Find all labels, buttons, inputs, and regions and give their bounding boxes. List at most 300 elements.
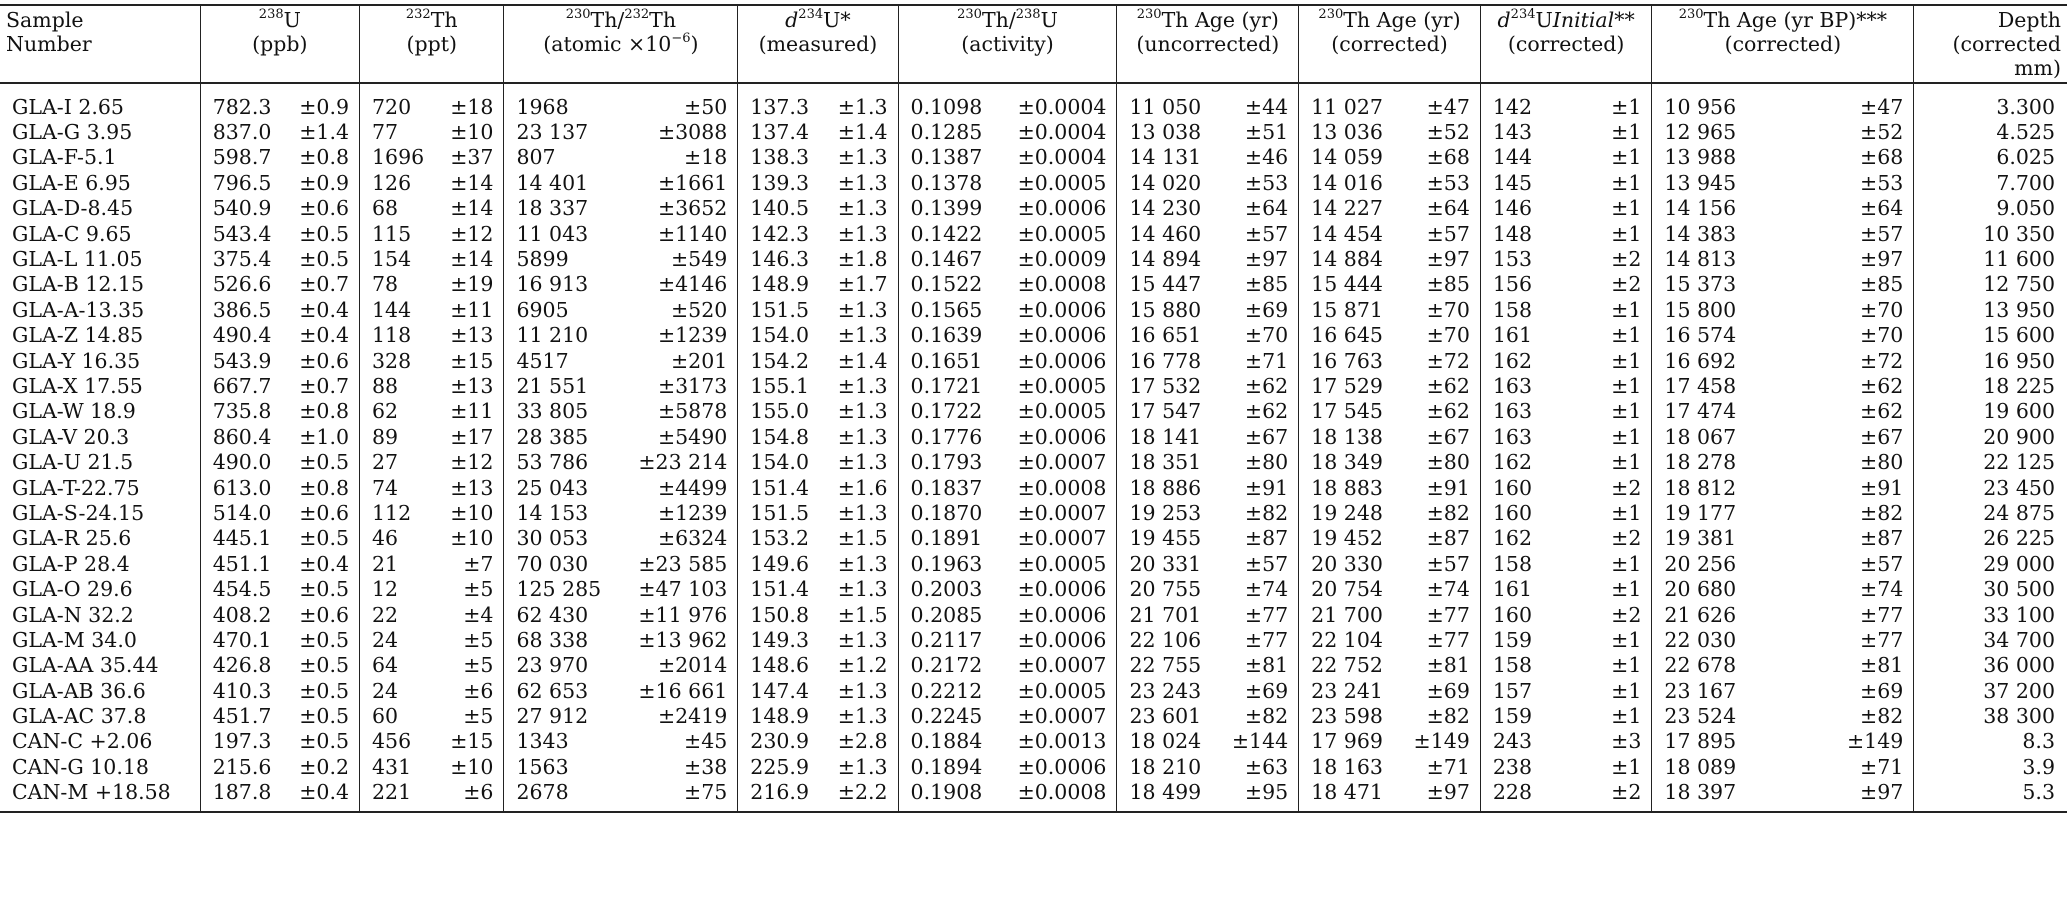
cell-age-corr-err: ±71 [1426, 754, 1470, 779]
cell-sample: GLA-U 21.5 [12, 450, 134, 475]
cell-th232: 62 [360, 399, 438, 424]
cell-age-corr-err: ±77 [1426, 602, 1470, 627]
cell-age-bp-err: ±68 [1860, 145, 1904, 170]
cell-age-corr: 21 700 [1299, 602, 1400, 627]
cell-age-bp: 10 956 [1652, 83, 1753, 119]
cell-th232: 1696 [360, 145, 438, 170]
cell-u238-err: ±0.8 [299, 475, 350, 500]
cell-d234u-initial: 162 [1480, 526, 1570, 551]
cell-sample: GLA-Y 16.35 [12, 348, 141, 373]
cell-d234u: 139.3 [738, 170, 825, 195]
header-u238-unit: (ppb) [200, 32, 359, 83]
cell-d234u-initial-err: ±1 [1611, 348, 1642, 373]
cell-u238: 470.1 [200, 627, 286, 652]
cell-d234u-initial: 145 [1480, 170, 1570, 195]
cell-age-bp-err: ±82 [1860, 500, 1904, 525]
cell-th230-th232-err: ±1661 [657, 170, 728, 195]
cell-d234u-err: ±1.3 [837, 577, 888, 602]
cell-th230-th232: 70 030 [504, 551, 620, 576]
table-row [0, 83, 2067, 119]
cell-th230-th232: 30 053 [504, 526, 620, 551]
cell-d234u: 146.3 [738, 246, 825, 271]
cell-u238-err: ±0.5 [299, 221, 350, 246]
cell-age-corr: 22 104 [1299, 627, 1400, 652]
header-th232: $^{232}$Th [360, 5, 504, 32]
cell-age-corr: 23 241 [1299, 678, 1400, 703]
table-row [0, 170, 2067, 195]
cell-th230-u238-err: ±0.0006 [1017, 323, 1107, 348]
cell-depth: 19 600 [1914, 399, 2067, 424]
cell-age-corr-err: ±82 [1426, 500, 1470, 525]
cell-d234u-initial-err: ±1 [1611, 145, 1642, 170]
table-row [0, 196, 2067, 221]
cell-th230-u238: 0.1721 [898, 373, 999, 398]
cell-age-corr-err: ±52 [1426, 120, 1470, 145]
cell-age-uncorr-err: ±67 [1244, 424, 1289, 449]
cell-d234u-initial-err: ±1 [1611, 551, 1642, 576]
cell-th230-u238: 0.1285 [898, 119, 999, 144]
cell-u238: 782.3 [200, 83, 286, 119]
cell-th230-th232: 23 970 [504, 653, 620, 678]
table-row [0, 399, 2067, 424]
cell-age-corr: 15 871 [1299, 297, 1400, 322]
cell-th230-th232-err: ±3652 [657, 196, 728, 221]
cell-th230-th232-err: ±1239 [657, 323, 728, 348]
cell-d234u-err: ±1.3 [837, 170, 888, 195]
cell-th232-err: ±15 [450, 729, 494, 754]
cell-th232: 328 [360, 348, 438, 373]
cell-th230-th232-err: ±4499 [657, 475, 728, 500]
cell-th230-u238-err: ±0.0005 [1017, 551, 1107, 576]
cell-age-bp: 13 945 [1652, 170, 1753, 195]
header-depth: Depth [1914, 5, 2067, 32]
cell-th230-u238: 0.1422 [898, 221, 999, 246]
cell-d234u-err: ±1.3 [837, 94, 888, 119]
cell-u238: 408.2 [200, 602, 286, 627]
cell-th230-th232: 53 786 [504, 449, 620, 474]
cell-u238-err: ±0.7 [299, 373, 350, 398]
cell-age-bp-err: ±81 [1860, 653, 1904, 678]
cell-age-bp: 17 458 [1652, 373, 1753, 398]
cell-th230-th232-err: ±2014 [657, 653, 728, 678]
cell-sample: GLA-Z 14.85 [12, 323, 144, 348]
cell-d234u-err: ±1.5 [837, 526, 888, 551]
cell-th230-th232-err: ±47 103 [638, 577, 728, 602]
cell-th230-th232-err: ±75 [620, 780, 738, 812]
table-row [0, 500, 2067, 525]
cell-d234u-err: ±2.8 [837, 729, 888, 754]
cell-d234u-initial-err: ±2 [1611, 247, 1642, 272]
cell-age-corr-err: ±68 [1426, 145, 1470, 170]
cell-age-corr-err: ±47 [1426, 94, 1470, 119]
cell-age-corr-err: ±53 [1426, 170, 1470, 195]
cell-age-corr: 11 027 [1299, 83, 1400, 119]
cell-th232: 24 [360, 627, 438, 652]
cell-th230-th232-err: ±18 [684, 145, 728, 170]
cell-u238-err: ±0.9 [299, 170, 350, 195]
cell-age-corr: 14 454 [1299, 221, 1400, 246]
cell-sample: GLA-W 18.9 [12, 399, 136, 424]
cell-th230-th232-err: ±201 [670, 348, 728, 373]
cell-depth: 4.525 [1914, 119, 2067, 144]
cell-th232-err: ±5 [463, 577, 494, 602]
cell-age-bp: 14 383 [1652, 221, 1753, 246]
cell-age-uncorr-err: ±44 [1244, 94, 1289, 119]
cell-d234u-initial: 163 [1480, 373, 1570, 398]
cell-d234u-initial: 148 [1480, 221, 1570, 246]
cell-th230-u238-err: ±0.0006 [1017, 196, 1107, 221]
cell-depth: 6.025 [1914, 145, 2067, 170]
cell-age-uncorr-err: ±70 [1244, 323, 1289, 348]
cell-d234u-initial-err: ±1 [1611, 500, 1642, 525]
cell-th230-u238-err: ±0.0005 [1017, 678, 1107, 703]
cell-th230-u238-err: ±0.0007 [1017, 704, 1107, 729]
cell-th232: 221 [360, 780, 438, 812]
cell-th230-u238: 0.1522 [898, 272, 999, 297]
cell-age-bp: 15 800 [1652, 297, 1753, 322]
cell-th232: 431 [360, 754, 438, 779]
cell-u238: 187.8 [200, 780, 286, 812]
cell-age-bp: 18 397 [1652, 780, 1753, 812]
cell-age-bp: 22 030 [1652, 627, 1753, 652]
cell-d234u-initial-err: ±1 [1611, 373, 1642, 398]
cell-age-bp-err: ±97 [1753, 780, 1914, 812]
cell-d234u-initial-err: ±2 [1611, 272, 1642, 297]
cell-depth: 13 950 [1914, 297, 2067, 322]
cell-th232-err: ±15 [450, 348, 494, 373]
cell-age-bp-err: ±149 [1846, 729, 1904, 754]
cell-d234u-err: ±1.3 [837, 678, 888, 703]
cell-d234u-initial-err: ±1 [1611, 399, 1642, 424]
table-header [0, 5, 2067, 83]
cell-u238-err: ±0.5 [299, 729, 350, 754]
header-d234u-initial: $d^{234}UInitial**$ [1480, 5, 1652, 32]
cell-th232-err: ±10 [450, 526, 494, 551]
cell-u238: 410.3 [200, 678, 286, 703]
cell-d234u-initial: 158 [1480, 297, 1570, 322]
cell-depth: 37 200 [1914, 678, 2067, 703]
cell-age-corr: 17 529 [1299, 373, 1400, 398]
cell-depth: 30 500 [1914, 576, 2067, 601]
cell-u238-err: ±0.6 [299, 196, 350, 221]
table-row [0, 424, 2067, 449]
cell-depth: 33 100 [1914, 602, 2067, 627]
cell-d234u-initial-err: ±1 [1611, 221, 1642, 246]
cell-age-bp: 18 067 [1652, 424, 1753, 449]
cell-d234u-err: ±1.5 [837, 602, 888, 627]
cell-age-uncorr-err: ±62 [1244, 399, 1289, 424]
cell-th232: 12 [360, 576, 438, 601]
cell-u238-err: ±0.5 [299, 704, 350, 729]
cell-depth: 12 750 [1914, 272, 2067, 297]
cell-age-uncorr: 14 894 [1117, 246, 1218, 271]
cell-th232: 22 [360, 602, 438, 627]
cell-th232: 115 [360, 221, 438, 246]
table-row [0, 678, 2067, 703]
table-row [0, 703, 2067, 728]
cell-age-bp-err: ±70 [1860, 297, 1904, 322]
cell-d234u: 230.9 [738, 729, 825, 754]
header-age-uncorrected-unit: (uncorrected) [1117, 32, 1299, 83]
cell-th230-u238: 0.1891 [898, 526, 999, 551]
cell-u238: 860.4 [200, 424, 286, 449]
cell-age-bp: 14 156 [1652, 196, 1753, 221]
cell-d234u-initial-err: ±1 [1611, 170, 1642, 195]
table-row [0, 602, 2067, 627]
table-row [0, 551, 2067, 576]
header-sample-line2: Number [0, 32, 200, 83]
cell-d234u-initial: 161 [1480, 576, 1570, 601]
cell-th230-th232: 68 338 [504, 627, 620, 652]
cell-age-corr-err: ±64 [1426, 196, 1470, 221]
cell-d234u-err: ±1.3 [837, 754, 888, 779]
table-row [0, 297, 2067, 322]
cell-u238: 540.9 [200, 196, 286, 221]
cell-age-uncorr: 18 141 [1117, 424, 1218, 449]
cell-th230-u238-err: ±0.0013 [1017, 729, 1107, 754]
cell-age-corr-err: ±69 [1426, 678, 1470, 703]
table-row [0, 119, 2067, 144]
cell-sample: GLA-P 28.4 [12, 551, 130, 576]
cell-sample: GLA-O 29.6 [12, 577, 133, 602]
cell-u238-err: ±0.6 [299, 500, 350, 525]
cell-age-bp: 20 680 [1652, 576, 1753, 601]
cell-th230-u238: 0.1387 [898, 145, 999, 170]
cell-depth: 29 000 [1914, 551, 2067, 576]
cell-d234u-err: ±1.3 [837, 450, 888, 475]
cell-th230-u238-err: ±0.0005 [1017, 399, 1107, 424]
cell-d234u-err: ±1.3 [837, 221, 888, 246]
cell-u238-err: ±0.5 [299, 627, 350, 652]
cell-age-corr: 16 645 [1299, 323, 1400, 348]
cell-age-bp-err: ±69 [1860, 678, 1904, 703]
header-age-corrected-unit: (corrected) [1299, 32, 1481, 83]
header-th232-unit: (ppt) [360, 32, 504, 83]
cell-th230-th232: 1968 [504, 83, 620, 119]
cell-th230-u238-err: ±0.0009 [1017, 247, 1107, 272]
cell-age-uncorr-err: ±77 [1244, 602, 1289, 627]
cell-d234u-err: ±1.3 [837, 399, 888, 424]
cell-d234u: 154.2 [738, 348, 825, 373]
cell-d234u-initial: 143 [1480, 119, 1570, 144]
cell-d234u-err: ±1.3 [837, 145, 888, 170]
cell-sample: GLA-G 3.95 [12, 120, 133, 145]
cell-th230-th232: 27 912 [504, 703, 620, 728]
cell-depth: 36 000 [1914, 653, 2067, 678]
cell-u238: 197.3 [200, 729, 286, 754]
cell-th232-err: ±11 [450, 399, 494, 424]
cell-d234u-err: ±2.2 [825, 780, 898, 812]
cell-th230-th232: 23 137 [504, 119, 620, 144]
cell-age-uncorr-err: ±80 [1244, 450, 1289, 475]
cell-age-bp-err: ±80 [1860, 450, 1904, 475]
cell-u238-err: ±0.5 [299, 526, 350, 551]
cell-th232-err: ±13 [450, 323, 494, 348]
cell-th230-th232-err: ±50 [684, 94, 728, 119]
cell-sample: GLA-A-13.35 [12, 297, 145, 322]
cell-age-corr: 22 752 [1299, 653, 1400, 678]
cell-th230-th232: 1563 [504, 754, 620, 779]
header-age-bp-unit: (corrected) [1652, 32, 1914, 83]
cell-sample: GLA-F-5.1 [12, 145, 117, 170]
cell-d234u-initial: 142 [1480, 83, 1570, 119]
cell-u238-err: ±0.4 [299, 551, 350, 576]
cell-th232-err: ±5 [463, 704, 494, 729]
cell-th232: 27 [360, 449, 438, 474]
cell-depth: 8.3 [1914, 729, 2067, 754]
cell-age-uncorr-err: ±64 [1244, 196, 1289, 221]
cell-age-uncorr-err: ±144 [1231, 729, 1289, 754]
cell-age-corr-err: ±91 [1426, 475, 1470, 500]
cell-th232-err: ±14 [450, 196, 494, 221]
cell-d234u-initial: 158 [1480, 551, 1570, 576]
cell-d234u-initial-err: ±1 [1611, 297, 1642, 322]
cell-age-corr-err: ±81 [1426, 653, 1470, 678]
table-row [0, 729, 2067, 754]
table-row [0, 627, 2067, 652]
header-age-uncorrected: $^{230}$Th Age (yr) [1117, 5, 1299, 32]
table-row [0, 221, 2067, 246]
cell-age-bp-err: ±70 [1860, 323, 1904, 348]
cell-age-uncorr-err: ±57 [1244, 221, 1289, 246]
cell-age-uncorr: 14 131 [1117, 145, 1218, 170]
cell-age-uncorr-err: ±81 [1244, 653, 1289, 678]
cell-age-uncorr: 14 020 [1117, 170, 1218, 195]
cell-age-corr: 16 763 [1299, 348, 1400, 373]
cell-age-bp-err: ±85 [1860, 272, 1904, 297]
cell-th230-u238: 0.1399 [898, 196, 999, 221]
uranium-thorium-data-table [0, 4, 2067, 813]
table-row [0, 373, 2067, 398]
cell-th230-u238: 0.2003 [898, 576, 999, 601]
cell-sample: GLA-C 9.65 [12, 221, 132, 246]
cell-th232-err: ±17 [450, 424, 494, 449]
cell-d234u-initial-err: ±1 [1611, 323, 1642, 348]
cell-sample: GLA-I 2.65 [12, 94, 124, 119]
cell-age-uncorr-err: ±74 [1244, 577, 1289, 602]
table-row [0, 653, 2067, 678]
cell-th232-err: ±10 [450, 120, 494, 145]
cell-th230-th232: 2678 [504, 780, 620, 812]
cell-age-uncorr-err: ±71 [1244, 348, 1289, 373]
cell-age-bp-err: ±87 [1860, 526, 1904, 551]
cell-d234u: 148.9 [738, 272, 825, 297]
cell-th230-u238-err: ±0.0007 [1017, 450, 1107, 475]
cell-u238-err: ±0.6 [299, 602, 350, 627]
cell-d234u-err: ±1.4 [837, 120, 888, 145]
cell-th230-u238-err: ±0.0004 [1017, 145, 1107, 170]
cell-d234u-err: ±1.3 [837, 323, 888, 348]
cell-age-bp: 18 089 [1652, 754, 1753, 779]
cell-age-corr: 18 471 [1299, 780, 1400, 812]
cell-th232-err: ±10 [450, 500, 494, 525]
table-row [0, 246, 2067, 271]
cell-u238-err: ±0.8 [299, 145, 350, 170]
cell-th232-err: ±7 [463, 551, 494, 576]
cell-age-uncorr-err: ±69 [1244, 297, 1289, 322]
cell-th230-th232: 807 [504, 145, 620, 170]
cell-age-uncorr-err: ±57 [1244, 551, 1289, 576]
header-th230-u238: $^{230}$Th/$^{238}$U [898, 5, 1117, 32]
cell-d234u-err: ±1.3 [837, 424, 888, 449]
cell-age-uncorr-err: ±82 [1244, 704, 1289, 729]
cell-th230-th232-err: ±38 [684, 754, 728, 779]
cell-th230-th232-err: ±6324 [657, 526, 728, 551]
cell-u238: 796.5 [200, 170, 286, 195]
cell-th232: 68 [360, 196, 438, 221]
cell-th232-err: ±14 [450, 247, 494, 272]
cell-th230-th232-err: ±4146 [657, 272, 728, 297]
cell-d234u-initial-err: ±2 [1571, 780, 1652, 812]
cell-depth: 9.050 [1914, 196, 2067, 221]
cell-u238: 613.0 [200, 475, 286, 500]
cell-u238: 598.7 [200, 145, 286, 170]
cell-age-uncorr: 18 210 [1117, 754, 1218, 779]
cell-th232-err: ±6 [438, 780, 504, 812]
cell-th230-u238: 0.2212 [898, 678, 999, 703]
cell-d234u-err: ±1.3 [837, 704, 888, 729]
cell-d234u: 142.3 [738, 221, 825, 246]
cell-age-uncorr: 23 601 [1117, 703, 1218, 728]
cell-age-corr: 14 884 [1299, 246, 1400, 271]
cell-age-bp-err: ±67 [1860, 424, 1904, 449]
cell-age-corr: 14 059 [1299, 145, 1400, 170]
cell-u238: 543.9 [200, 348, 286, 373]
cell-th230-th232-err: ±13 962 [638, 627, 728, 652]
cell-th230-th232: 33 805 [504, 399, 620, 424]
cell-th230-u238: 0.2117 [898, 627, 999, 652]
cell-th232: 154 [360, 246, 438, 271]
cell-age-bp-err: ±77 [1860, 602, 1904, 627]
cell-th232: 89 [360, 424, 438, 449]
cell-d234u: 147.4 [738, 678, 825, 703]
cell-age-bp-err: ±91 [1860, 475, 1904, 500]
cell-d234u-err: ±1.3 [837, 196, 888, 221]
cell-age-corr-err: ±70 [1426, 297, 1470, 322]
cell-sample: GLA-T-22.75 [12, 475, 140, 500]
cell-d234u-err: ±1.3 [837, 627, 888, 652]
cell-age-uncorr-err: ±97 [1244, 247, 1289, 272]
cell-d234u-initial: 146 [1480, 196, 1570, 221]
cell-u238-err: ±0.5 [299, 247, 350, 272]
cell-age-uncorr-err: ±46 [1244, 145, 1289, 170]
cell-age-bp-err: ±52 [1860, 120, 1904, 145]
cell-th230-u238: 0.1870 [898, 500, 999, 525]
cell-depth: 3.9 [1914, 754, 2067, 779]
cell-d234u-initial-err: ±1 [1611, 704, 1642, 729]
header-sample-line1: Sample [6, 8, 84, 32]
table-row [0, 576, 2067, 601]
cell-age-bp-err: ±57 [1860, 221, 1904, 246]
table-row [0, 754, 2067, 779]
cell-th230-th232: 11 043 [504, 221, 620, 246]
cell-age-uncorr: 19 455 [1117, 526, 1218, 551]
cell-depth: 26 225 [1914, 526, 2067, 551]
cell-age-bp: 16 692 [1652, 348, 1753, 373]
cell-d234u: 149.6 [738, 551, 825, 576]
cell-d234u-initial-err: ±1 [1611, 94, 1642, 119]
cell-u238-err: ±0.5 [299, 653, 350, 678]
cell-age-bp-err: ±82 [1860, 704, 1904, 729]
cell-age-uncorr: 22 755 [1117, 653, 1218, 678]
cell-d234u: 137.4 [738, 119, 825, 144]
cell-d234u: 149.3 [738, 627, 825, 652]
cell-d234u: 150.8 [738, 602, 825, 627]
cell-th230-u238: 0.1894 [898, 754, 999, 779]
cell-age-bp-err: ±53 [1860, 170, 1904, 195]
cell-th230-u238-err: ±0.0008 [1017, 475, 1107, 500]
cell-age-corr: 17 545 [1299, 399, 1400, 424]
